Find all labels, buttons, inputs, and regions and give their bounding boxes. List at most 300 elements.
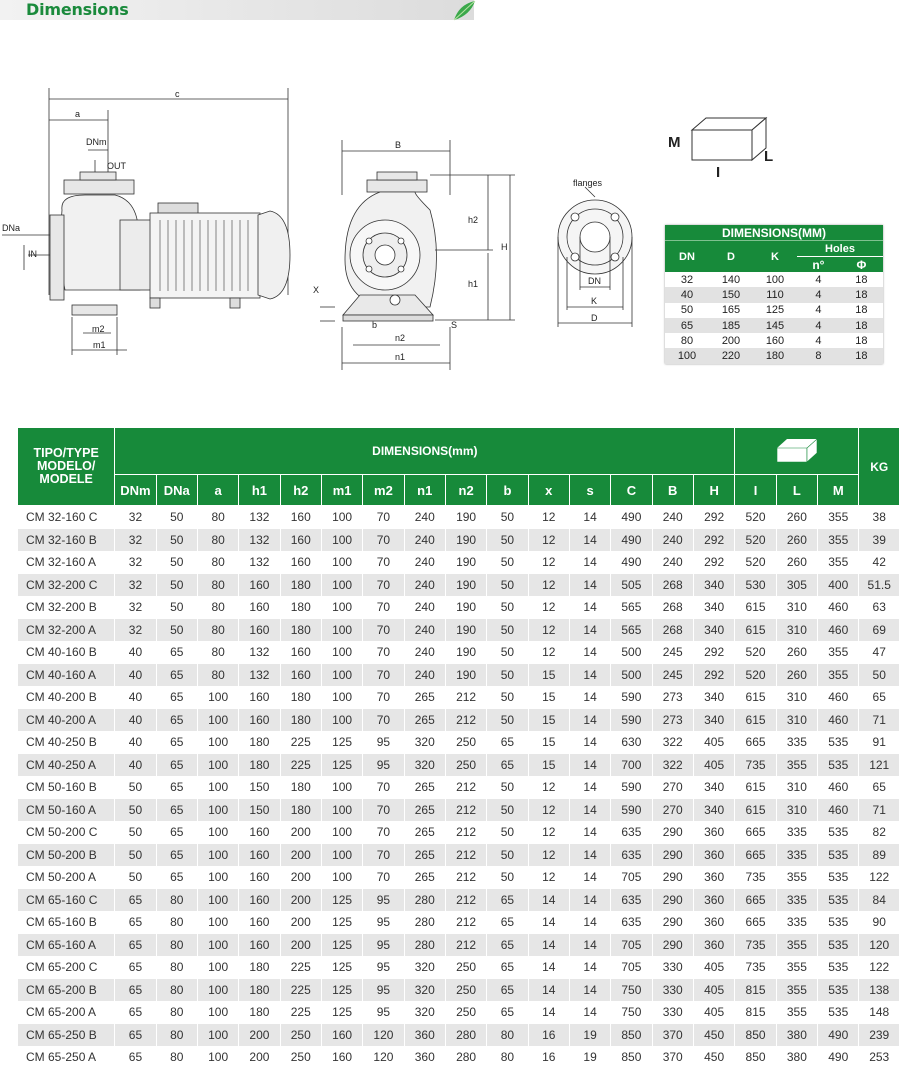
table-cell: 80	[197, 574, 238, 597]
table-cell: 615	[735, 776, 776, 799]
table-cell: 450	[693, 1046, 735, 1069]
table-row	[18, 551, 900, 574]
column-header: b	[487, 475, 528, 506]
table-cell: 80	[156, 1001, 197, 1024]
dim-label-h: H	[501, 242, 508, 252]
table-row	[18, 866, 900, 889]
table-cell: 15	[528, 731, 569, 754]
table-cell: 355	[776, 979, 817, 1002]
table-cell: 15	[528, 686, 569, 709]
table-cell: 70	[363, 776, 404, 799]
dim-label-x: X	[313, 285, 320, 295]
table-cell: 290	[652, 934, 693, 957]
col-holes: Holes	[797, 241, 883, 257]
dim-label-in: IN	[28, 249, 37, 259]
table-cell: 405	[693, 731, 735, 754]
table-cell: 535	[818, 866, 859, 889]
box-label-m: M	[668, 134, 681, 151]
table-cell: 50	[487, 551, 528, 574]
table-row	[18, 754, 900, 777]
table-cell: 160	[239, 934, 280, 957]
table-cell: 292	[693, 529, 735, 552]
table-cell: 50	[156, 551, 197, 574]
table-cell: 335	[776, 821, 817, 844]
table-cell: 590	[611, 776, 652, 799]
table-cell: 340	[693, 596, 735, 619]
model-name-cell: CM 32-200 C	[18, 574, 115, 597]
table-cell: 265	[404, 844, 445, 867]
flange-table-cell: 100	[765, 273, 785, 286]
table-cell: 850	[735, 1024, 776, 1047]
dim-label-s: S	[451, 320, 458, 330]
table-cell: 505	[611, 574, 652, 597]
table-cell: 265	[404, 821, 445, 844]
table-cell: 240	[652, 506, 693, 529]
dim-label-b: b	[372, 320, 378, 330]
table-cell: 50	[156, 596, 197, 619]
table-cell: 14	[569, 731, 610, 754]
table-cell: 100	[197, 979, 238, 1002]
table-cell: 590	[611, 799, 652, 822]
model-name-cell: CM 50-200 C	[18, 821, 115, 844]
table-cell: 70	[363, 619, 404, 642]
model-name-cell: CM 65-160 A	[18, 934, 115, 957]
table-cell: 80	[197, 641, 238, 664]
table-cell: 125	[321, 731, 362, 754]
table-cell: 615	[735, 709, 776, 732]
table-cell: 490	[611, 529, 652, 552]
table-cell: 260	[776, 506, 817, 529]
table-cell: 100	[321, 619, 362, 642]
table-cell: 160	[239, 911, 280, 934]
table-cell: 460	[818, 776, 859, 799]
table-cell: 50	[487, 686, 528, 709]
table-cell: 270	[652, 776, 693, 799]
table-cell: 65	[156, 799, 197, 822]
table-cell: 14	[569, 956, 610, 979]
table-cell: 50	[487, 506, 528, 529]
table-cell: 190	[445, 574, 486, 597]
table-cell: 100	[197, 1046, 238, 1069]
column-header: n2	[445, 475, 486, 506]
table-cell: 80	[487, 1046, 528, 1069]
table-cell: 340	[693, 619, 735, 642]
dim-label-m2: m2	[92, 324, 105, 334]
table-cell: 665	[735, 889, 776, 912]
table-cell: 95	[363, 956, 404, 979]
table-cell: 630	[611, 731, 652, 754]
table-cell: 280	[445, 1046, 486, 1069]
table-cell: 40	[115, 731, 156, 754]
table-cell: 405	[693, 956, 735, 979]
table-cell: 19	[569, 1024, 610, 1047]
flange-dimensions-table	[665, 225, 883, 364]
table-cell: 100	[197, 754, 238, 777]
table-cell: 290	[652, 889, 693, 912]
model-name-cell: CM 40-160 A	[18, 664, 115, 687]
table-cell: 200	[280, 821, 321, 844]
table-cell: 190	[445, 551, 486, 574]
table-cell: 320	[404, 979, 445, 1002]
table-cell: 14	[569, 934, 610, 957]
flange-table-cell: 185	[709, 318, 753, 333]
table-cell: 500	[611, 664, 652, 687]
table-cell: 268	[652, 596, 693, 619]
package-box-diagram	[664, 110, 774, 180]
table-cell: 590	[611, 686, 652, 709]
table-cell: 80	[197, 529, 238, 552]
table-cell: 360	[693, 911, 735, 934]
dim-label-c: c	[175, 89, 180, 99]
table-cell: 65	[115, 911, 156, 934]
table-cell: 240	[404, 641, 445, 664]
table-cell: 100	[197, 686, 238, 709]
table-cell: 355	[818, 551, 859, 574]
table-cell: 160	[321, 1046, 362, 1069]
table-cell: 65	[156, 664, 197, 687]
table-cell: 355	[818, 506, 859, 529]
table-cell: 14	[569, 799, 610, 822]
table-cell: 100	[197, 934, 238, 957]
dim-label-m1: m1	[93, 340, 106, 350]
dim-label-h1: h1	[468, 279, 479, 289]
table-cell: 380	[776, 1046, 817, 1069]
table-cell: 260	[776, 551, 817, 574]
table-row	[18, 889, 900, 912]
flange-table-cell: 4	[815, 304, 822, 317]
box-label-l: L	[764, 148, 774, 165]
table-cell: 180	[239, 754, 280, 777]
dim-label-dna: DNa	[2, 223, 21, 233]
dim-label-dnm: DNm	[86, 137, 107, 147]
table-cell: 615	[735, 619, 776, 642]
table-cell: 240	[404, 529, 445, 552]
table-cell: 160	[239, 574, 280, 597]
table-row	[18, 619, 900, 642]
table-cell: 14	[569, 619, 610, 642]
table-cell: 50	[156, 529, 197, 552]
table-cell: 100	[321, 866, 362, 889]
table-cell: 70	[363, 799, 404, 822]
table-cell: 705	[611, 866, 652, 889]
table-cell: 280	[404, 934, 445, 957]
table-cell: 240	[404, 506, 445, 529]
table-cell: 535	[818, 821, 859, 844]
flange-table-cell: 160	[765, 334, 785, 347]
table-cell: 212	[445, 911, 486, 934]
flange-table-cell: 180	[753, 348, 797, 363]
table-cell: 735	[735, 866, 776, 889]
table-cell: 32	[115, 574, 156, 597]
table-cell: 12	[528, 776, 569, 799]
table-cell: 405	[693, 979, 735, 1002]
table-cell: 190	[445, 641, 486, 664]
flange-table-cell: 18	[855, 304, 868, 317]
flange-table-cell: 140	[721, 273, 741, 286]
table-cell: 100	[197, 866, 238, 889]
table-cell: 120	[363, 1046, 404, 1069]
table-cell: 290	[652, 844, 693, 867]
column-header: h2	[280, 475, 321, 506]
table-cell: 225	[280, 1001, 321, 1024]
table-cell: 100	[321, 664, 362, 687]
table-cell: 335	[776, 731, 817, 754]
table-cell: 240	[404, 574, 445, 597]
table-cell: 125	[321, 889, 362, 912]
table-cell: 200	[280, 866, 321, 889]
table-cell: 180	[280, 776, 321, 799]
model-name-cell: CM 50-160 B	[18, 776, 115, 799]
table-cell: 100	[321, 641, 362, 664]
table-cell: 290	[652, 911, 693, 934]
table-cell: 290	[652, 821, 693, 844]
table-cell: 500	[611, 641, 652, 664]
table-cell: 180	[280, 596, 321, 619]
table-cell: 100	[321, 596, 362, 619]
table-cell: 80	[156, 889, 197, 912]
table-cell: 355	[776, 866, 817, 889]
table-cell: 240	[652, 551, 693, 574]
table-cell: 360	[693, 866, 735, 889]
table-cell: 212	[445, 889, 486, 912]
table-cell: 14	[528, 979, 569, 1002]
model-name-cell: CM 32-200 B	[18, 596, 115, 619]
model-name-cell: CM 50-200 A	[18, 866, 115, 889]
table-cell: 16	[528, 1024, 569, 1047]
table-cell: 50	[487, 596, 528, 619]
table-row	[18, 1001, 900, 1024]
column-header: m2	[363, 475, 404, 506]
table-cell: 12	[528, 506, 569, 529]
flange-table-cell: 18	[855, 273, 868, 286]
table-row	[18, 821, 900, 844]
table-cell: 14	[569, 551, 610, 574]
table-cell: 50	[156, 506, 197, 529]
table-cell: 50	[115, 844, 156, 867]
table-cell: 380	[776, 1024, 817, 1047]
table-cell: 850	[611, 1046, 652, 1069]
table-row	[18, 506, 900, 529]
table-cell: 292	[693, 551, 735, 574]
table-cell: 65	[487, 911, 528, 934]
table-cell: 100	[321, 574, 362, 597]
table-cell: 360	[693, 844, 735, 867]
table-cell: 50	[487, 664, 528, 687]
table-cell: 12	[528, 641, 569, 664]
table-row	[18, 1024, 900, 1047]
flange-drawing	[545, 175, 635, 330]
table-cell: 80	[156, 934, 197, 957]
table-cell: 535	[818, 979, 859, 1002]
column-header: L	[776, 475, 817, 506]
table-cell: 50	[115, 821, 156, 844]
dim-label-dn: DN	[588, 276, 601, 286]
table-cell: 65	[115, 1046, 156, 1069]
table-cell: 850	[735, 1046, 776, 1069]
model-name-cell: CM 40-160 B	[18, 641, 115, 664]
table-row	[18, 686, 900, 709]
table-cell: 12	[528, 799, 569, 822]
table-cell: 14	[569, 709, 610, 732]
table-cell: 50	[487, 574, 528, 597]
table-cell: 735	[735, 754, 776, 777]
table-cell: 65	[156, 844, 197, 867]
table-cell: 70	[363, 844, 404, 867]
table-cell: 665	[735, 911, 776, 934]
table-cell: 240	[404, 619, 445, 642]
table-cell: 80	[156, 1046, 197, 1069]
table-cell: 70	[363, 664, 404, 687]
table-cell: 635	[611, 821, 652, 844]
table-cell: 355	[818, 529, 859, 552]
table-cell: 490	[611, 551, 652, 574]
table-cell: 200	[239, 1046, 280, 1069]
table-cell: 160	[239, 619, 280, 642]
table-cell: 50	[487, 529, 528, 552]
flange-table-cell: 80	[680, 334, 694, 347]
table-cell: 65	[859, 686, 900, 709]
table-cell: 635	[611, 911, 652, 934]
table-row	[18, 641, 900, 664]
column-header: m1	[321, 475, 362, 506]
table-cell: 95	[363, 979, 404, 1002]
table-cell: 14	[569, 844, 610, 867]
table-cell: 80	[487, 1024, 528, 1047]
flange-table-row	[665, 287, 883, 302]
table-cell: 250	[445, 731, 486, 754]
table-cell: 84	[859, 889, 900, 912]
table-cell: 330	[652, 1001, 693, 1024]
table-cell: 490	[818, 1046, 859, 1069]
table-cell: 360	[404, 1024, 445, 1047]
model-name-cell: CM 40-200 A	[18, 709, 115, 732]
table-cell: 50	[487, 619, 528, 642]
table-cell: 273	[652, 686, 693, 709]
table-cell: 160	[280, 506, 321, 529]
table-row	[18, 731, 900, 754]
flange-table-cell: 4	[815, 334, 822, 347]
table-cell: 100	[321, 551, 362, 574]
table-cell: 70	[363, 596, 404, 619]
table-cell: 160	[239, 889, 280, 912]
table-cell: 253	[859, 1046, 900, 1069]
table-cell: 370	[652, 1024, 693, 1047]
table-cell: 50	[156, 574, 197, 597]
table-cell: 160	[280, 641, 321, 664]
table-cell: 240	[404, 596, 445, 619]
model-name-cell: CM 40-200 B	[18, 686, 115, 709]
model-name-cell: CM 65-200 B	[18, 979, 115, 1002]
table-cell: 200	[280, 911, 321, 934]
flange-table-cell: 165	[721, 304, 741, 317]
table-cell: 180	[280, 574, 321, 597]
pump-dimensions-table	[18, 428, 900, 1069]
table-cell: 122	[859, 866, 900, 889]
table-cell: 70	[363, 821, 404, 844]
dim-label-n1: n1	[395, 352, 406, 362]
table-cell: 15	[528, 664, 569, 687]
table-cell: 65	[115, 934, 156, 957]
table-row	[18, 574, 900, 597]
table-cell: 270	[652, 799, 693, 822]
table-cell: 590	[611, 709, 652, 732]
col-holes-n: n°	[797, 257, 840, 273]
table-cell: 100	[197, 821, 238, 844]
table-cell: 180	[280, 799, 321, 822]
table-row	[18, 529, 900, 552]
table-cell: 100	[197, 956, 238, 979]
table-cell: 260	[776, 641, 817, 664]
table-cell: 32	[115, 551, 156, 574]
table-cell: 132	[239, 506, 280, 529]
table-cell: 50	[115, 799, 156, 822]
table-cell: 95	[363, 889, 404, 912]
table-cell: 340	[693, 799, 735, 822]
table-cell: 138	[859, 979, 900, 1002]
table-cell: 100	[197, 1001, 238, 1024]
table-cell: 370	[652, 1046, 693, 1069]
table-cell: 330	[652, 979, 693, 1002]
col-holes-phi: Φ	[840, 257, 883, 273]
table-cell: 212	[445, 934, 486, 957]
table-cell: 240	[404, 551, 445, 574]
table-cell: 268	[652, 574, 693, 597]
table-cell: 225	[280, 956, 321, 979]
table-cell: 89	[859, 844, 900, 867]
table-cell: 40	[115, 709, 156, 732]
table-cell: 65	[487, 956, 528, 979]
table-cell: 250	[445, 1001, 486, 1024]
table-cell: 665	[735, 731, 776, 754]
table-cell: 212	[445, 866, 486, 889]
table-cell: 225	[280, 754, 321, 777]
table-cell: 360	[693, 934, 735, 957]
table-cell: 239	[859, 1024, 900, 1047]
table-cell: 14	[569, 641, 610, 664]
table-cell: 100	[321, 686, 362, 709]
table-cell: 815	[735, 979, 776, 1002]
table-row	[18, 596, 900, 619]
table-cell: 50	[487, 866, 528, 889]
table-cell: 122	[859, 956, 900, 979]
table-cell: 320	[404, 731, 445, 754]
model-name-cell: CM 65-200 C	[18, 956, 115, 979]
table-cell: 340	[693, 686, 735, 709]
table-row	[18, 979, 900, 1002]
table-cell: 70	[363, 641, 404, 664]
box-label-i: I	[716, 164, 721, 181]
table-row	[18, 776, 900, 799]
table-cell: 80	[197, 664, 238, 687]
table-cell: 80	[156, 979, 197, 1002]
flange-table-cell: 18	[855, 334, 868, 347]
table-cell: 460	[818, 799, 859, 822]
table-cell: 360	[693, 889, 735, 912]
dimensions-header: DIMENSIONS(mm)	[115, 428, 735, 475]
table-cell: 320	[404, 754, 445, 777]
column-header: I	[735, 475, 776, 506]
model-name-cell: CM 32-200 A	[18, 619, 115, 642]
table-cell: 160	[239, 866, 280, 889]
table-cell: 70	[363, 686, 404, 709]
table-cell: 250	[280, 1024, 321, 1047]
page-title: Dimensions	[26, 0, 129, 19]
flange-table-cell: 18	[840, 318, 883, 333]
table-cell: 95	[363, 911, 404, 934]
table-cell: 14	[569, 821, 610, 844]
table-cell: 65	[156, 641, 197, 664]
table-cell: 635	[611, 844, 652, 867]
